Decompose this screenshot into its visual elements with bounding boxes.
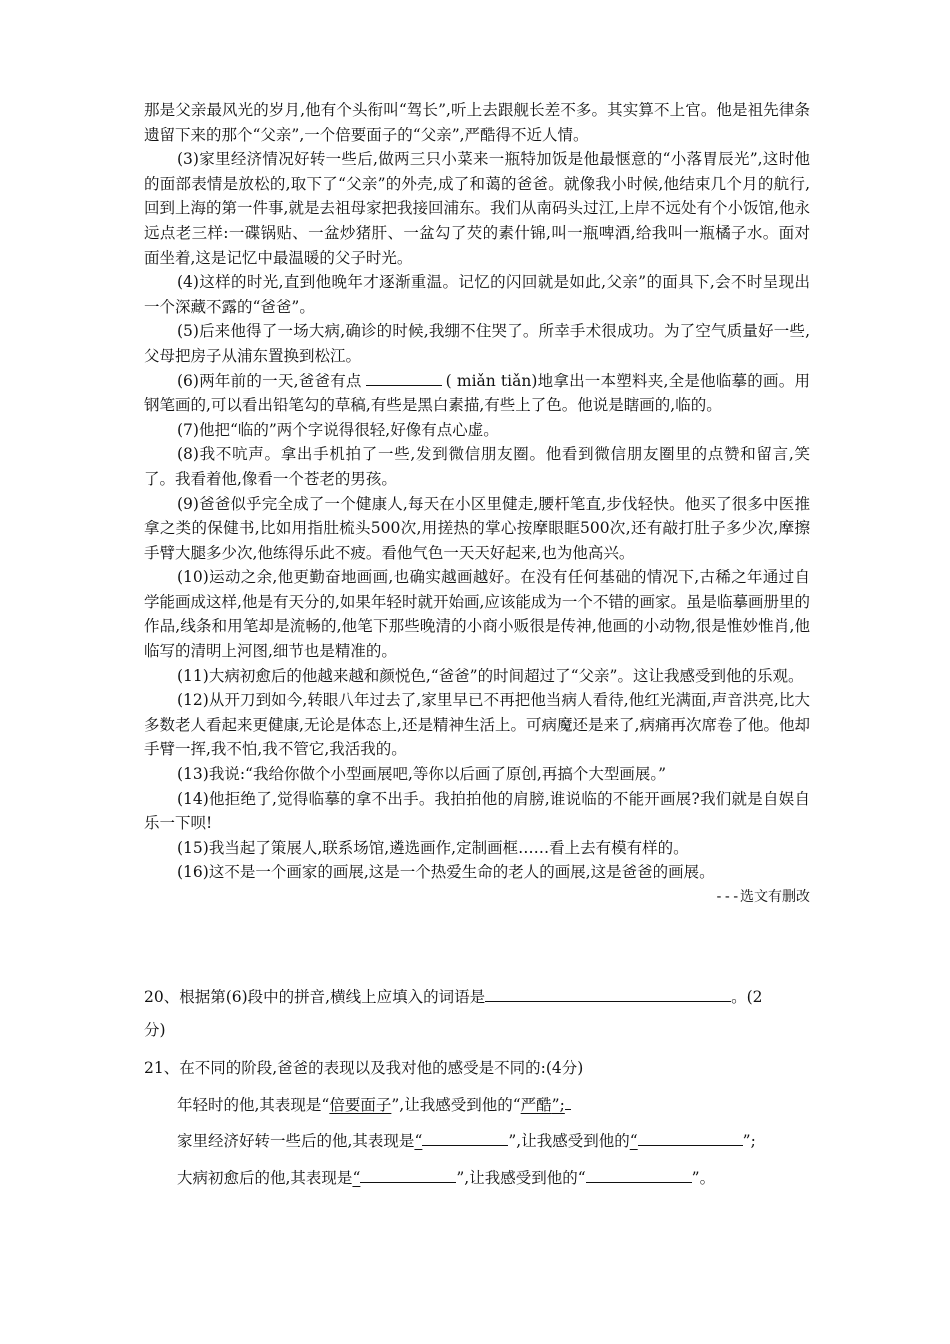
paragraph-6 bbox=[144, 369, 810, 418]
paragraph-12: (12)从开刀到如今,转眼八年过去了,家里早已不再把他当病人看待,他红光满面,声音洪亮,比大多数老人看起来更健康,无论是体态上,还是精神生活上。可病魔还是来了,病痛再次席卷了他。他却手臂一挥,我不怕,我不管它,我活我的。 bbox=[144, 691, 810, 759]
answer-row-recovery bbox=[177, 1166, 807, 1190]
paragraph-10: (10)运动之余,他更勤奋地画画,也确实越画越好。在没有任何基础的情况下,古稀之年通过自学能画成这样,他是有天分的,如果年轻时就开始画,应该能成为一个不错的画家。虽是临摹画册里的作品,线条和用笔却是流畅的,他笔下那些晚清的小商小贩很是传神,他画的小动物,很是惟妙惟肖,他临写的清明上河图,细节也是精准的。 bbox=[144, 568, 810, 661]
answer-row-economy bbox=[177, 1129, 807, 1153]
question-20-prompt: 20、根据第(6)段中的拼音,横线上应填入的词语是 bbox=[144, 988, 486, 1006]
row3-middle: ”,让我感受到他的“ bbox=[456, 1169, 586, 1187]
paragraph-15: (15)我当起了策展人,联系场馆,遴选画作,定制画框……看上去有模有样的。 bbox=[177, 838, 689, 857]
row2-feeling-blank[interactable] bbox=[638, 1130, 743, 1146]
paragraph-16: (16)这不是一个画家的画展,这是一个热爱生命的老人的画展,这是爸爸的画展。 bbox=[177, 863, 715, 882]
row2-middle: ”,让我感受到他的 bbox=[508, 1132, 630, 1150]
paragraph-intro: 那是父亲最风光的岁月,他有个头衔叫“驾长”,听上去跟舰长差不多。其实算不上官。他是祖先律条遗留下来的那个“父亲”,一个倍要面子的“父亲”,严酷得不近人情。 bbox=[144, 101, 810, 144]
row3-quote-open: “ bbox=[352, 1169, 361, 1187]
row3-feeling-blank[interactable] bbox=[586, 1167, 692, 1183]
pinyin-hint: ( miǎn tiǎn) bbox=[445, 371, 538, 390]
row2-end: ”; bbox=[742, 1132, 756, 1150]
source-attribution: ---选文有删改 bbox=[714, 889, 810, 905]
row2-quote-open: “ bbox=[414, 1132, 423, 1150]
paragraph-11: (11)大病初愈后的他越来越和颜悦色,“爸爸”的时间超过了“父亲”。这让我感受到他的乐观。 bbox=[177, 666, 804, 685]
reading-passage bbox=[144, 98, 810, 910]
paragraph-6-rest: 地拿出一本塑料夹,全是他临摹的画。用钢笔画的,可以看出铅笔勾的草稿,有些是黑白素描,有些上了色。他说是瞎画的,临的。 bbox=[144, 371, 810, 415]
row1-answer-feeling: 严酷 bbox=[520, 1096, 552, 1114]
row3-end: ”。 bbox=[691, 1169, 716, 1187]
paragraph-5: (5)后来他得了一场大病,确诊的时候,我绷不住哭了。所幸手术很成功。为了空气质量好一些,父母把房子从浦东置换到松江。 bbox=[144, 322, 810, 365]
paragraph-9: (9)爸爸似乎完全成了一个健康人,每天在小区里健走,腰杆笔直,步伐轻快。他买了很多中医推拿之类的保健书,比如用指肚梳头500次,用搓热的掌心按摩眼眶500次,还有敲打肚子多少次,摩擦手臂大腿多少次,他练得乐此不疲。看他气色一天天好起来,也为他高兴。 bbox=[144, 494, 810, 562]
row1-end: ”; bbox=[551, 1096, 565, 1114]
row1-middle: ”,让我感受到他的“ bbox=[391, 1096, 521, 1114]
question-21-prompt: 21、在不同的阶段,爸爸的表现以及我对他的感受是不同的:(4分) bbox=[144, 1059, 584, 1077]
question-20 bbox=[144, 985, 810, 1009]
pinyin-answer-blank[interactable] bbox=[366, 370, 442, 386]
row3-label: 大病初愈后的他,其表现是 bbox=[177, 1169, 353, 1187]
question-20-answer-blank[interactable] bbox=[485, 986, 731, 1002]
row1-label: 年轻时的他,其表现是“ bbox=[177, 1096, 330, 1114]
row1-underline-tail bbox=[565, 1094, 571, 1110]
paragraph-3: (3)家里经济情况好转一些后,做两三只小菜来一瓶特加饭是他最惬意的“小落胃辰光”,这时他的面部表情是放松的,取下了“父亲”的外壳,成了和蔼的爸爸。就像我小时候,他结束几个月的航行,回到上海的第一件事,就是去祖母家把我接回浦东。我们从南码头过江,上岸不远处有个小饭馆,他永远点老三样:一碟锅贴、一盆炒猪肝、一盆勾了芡的素什锦,叫一瓶啤酒,给我叫一瓶橘子水。面对面坐着,这是记忆中最温暖的父子时光。 bbox=[144, 150, 810, 267]
paragraph-7: (7)他把“临的”两个字说得很轻,好像有点心虚。 bbox=[177, 420, 499, 439]
paragraph-6-lead: (6)两年前的一天,爸爸有点 bbox=[177, 371, 362, 390]
paragraph-8: (8)我不吭声。拿出手机拍了一些,发到微信朋友圈。他看到微信朋友圈里的点赞和留言,笑了。我看着他,像看一个苍老的男孩。 bbox=[144, 445, 810, 488]
row1-answer-behavior: 倍要面子 bbox=[329, 1096, 392, 1114]
question-20-score-start: 。(2 bbox=[731, 988, 763, 1006]
question-20-score: 分) bbox=[144, 1021, 166, 1039]
row3-behavior-blank[interactable] bbox=[360, 1167, 456, 1183]
paragraph-4: (4)这样的时光,直到他晚年才逐渐重温。记忆的闪回就是如此,父亲”的面具下,会不时呈现出一个深藏不露的“爸爸”。 bbox=[144, 273, 810, 316]
paragraph-13: (13)我说:“我给你做个小型画展吧,等你以后画了原创,再搞个大型画展。” bbox=[177, 765, 666, 784]
row2-label: 家里经济好转一些后的他,其表现是 bbox=[177, 1132, 415, 1150]
row2-behavior-blank[interactable] bbox=[422, 1130, 508, 1146]
paragraph-14: (14)他拒绝了,觉得临摹的拿不出手。我拍拍他的肩膀,谁说临的不能开画展?我们就是自娱自乐一下呗! bbox=[144, 789, 810, 833]
answer-row-young bbox=[177, 1093, 807, 1117]
row2-quote-open-2: “ bbox=[629, 1132, 638, 1150]
